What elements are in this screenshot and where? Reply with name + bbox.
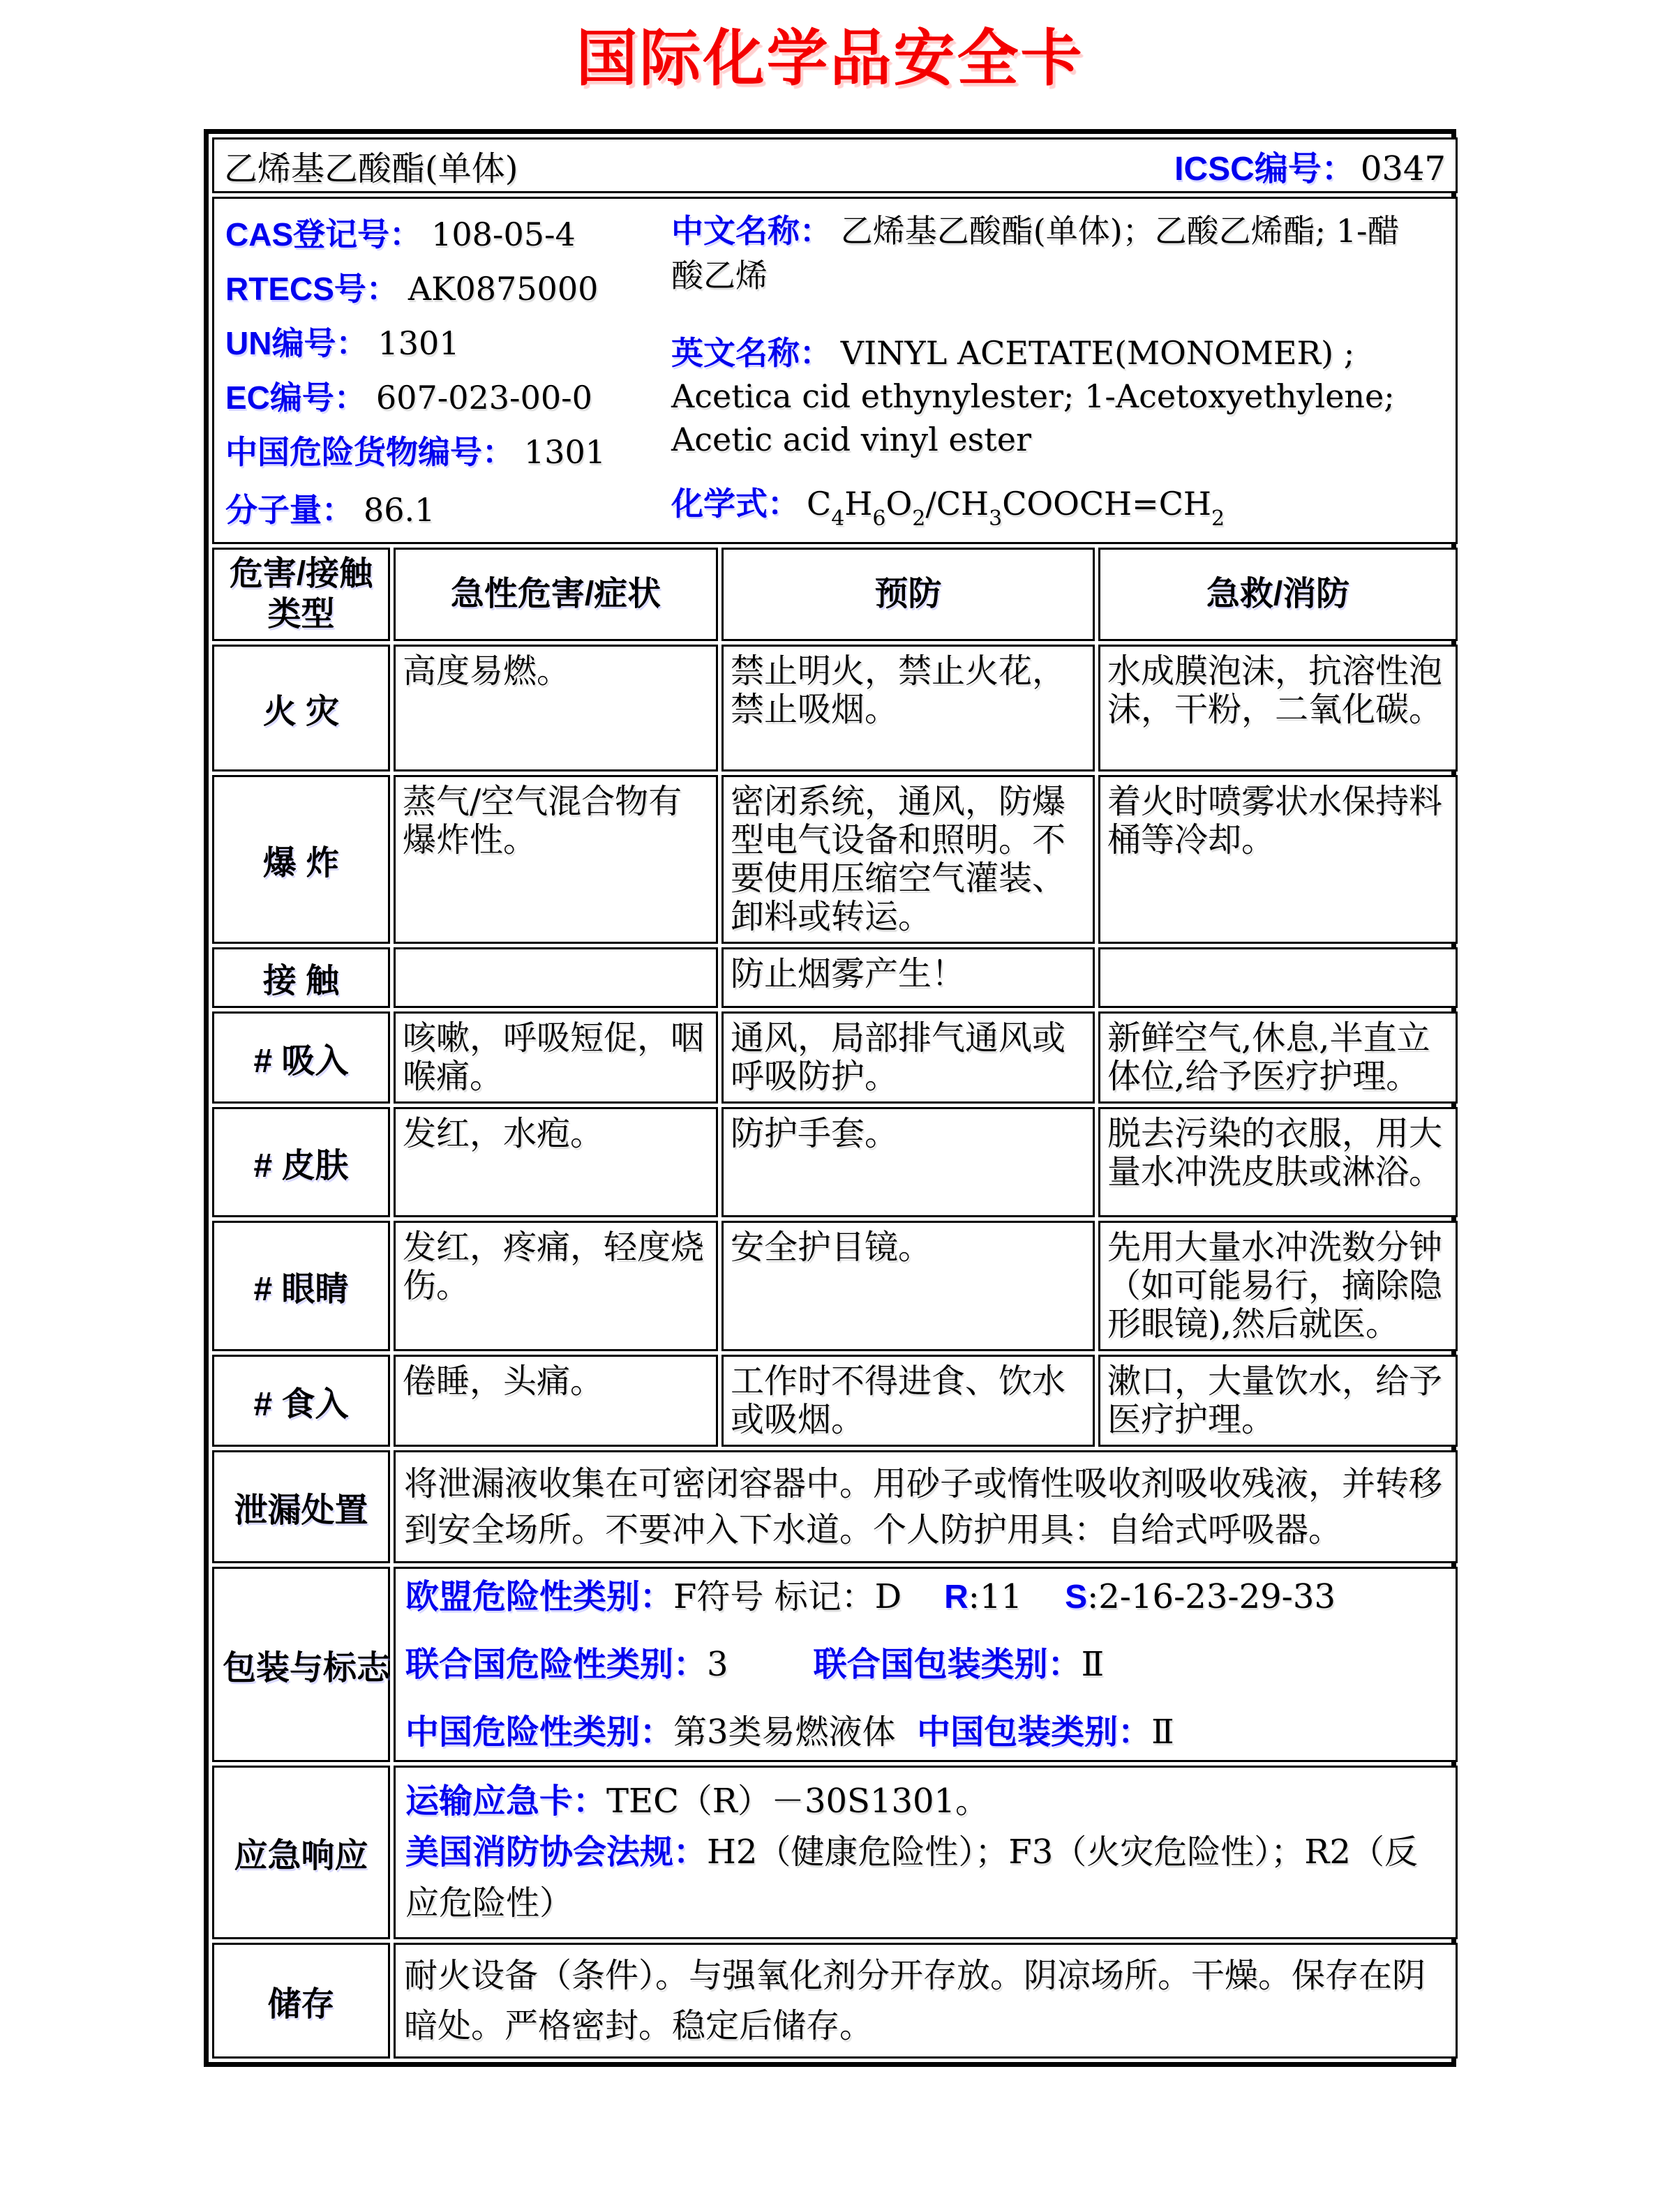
cas-number-line <box>225 207 606 262</box>
card-header-row <box>212 137 1458 193</box>
chemical-names <box>671 209 1418 461</box>
chemical-name: 乙烯基乙酸酯(单体) <box>224 149 518 188</box>
un-number-value: 1301 <box>377 324 460 362</box>
header-acute-symptoms: 急性危害/症状 <box>394 548 718 641</box>
eyes-symptom: 发红，疼痛，轻度烧伤。 <box>394 1221 718 1351</box>
china-hazard-class-line: 中国危险性类别：第3类易燃液体 中国包装类别：Ⅱ <box>405 1712 1174 1752</box>
ingestion-firstaid: 漱口，大量饮水，给予医疗护理。 <box>1098 1355 1458 1447</box>
hazard-row-inhalation <box>212 1011 1458 1104</box>
un-hazard-class-line: 联合国危险性类别：3 联合国包装类别：Ⅱ <box>405 1644 1105 1684</box>
hazard-row-explosion <box>212 775 1458 944</box>
ec-number-label: EC编号： <box>225 379 366 416</box>
row-label-storage: 储存 <box>212 1943 390 2059</box>
formula-value: $C_4H_6O_2/CH_3COOCH=CH_2$ <box>807 485 1225 531</box>
eu-hazard-class-line: 欧盟危险性类别：F符号 标记：D R:11 S:2-16-23-29-33 <box>405 1577 1336 1616</box>
formula-line <box>671 479 1225 531</box>
inhalation-firstaid: 新鲜空气,休息,半直立体位,给予医疗护理。 <box>1098 1011 1458 1104</box>
english-name-block <box>671 331 1418 461</box>
row-label-explosion: 爆 炸 <box>212 775 390 944</box>
row-label-eyes: # 眼睛 <box>212 1221 390 1351</box>
icsc-number-value: 0347 <box>1360 149 1446 188</box>
eyes-prevention: 安全护目镜。 <box>721 1221 1095 1351</box>
hazard-header-row <box>212 548 1458 641</box>
molar-mass-label: 分子量： <box>225 492 354 528</box>
un-number-label: UN编号： <box>225 325 368 361</box>
registry-ids <box>225 207 606 479</box>
hazard-row-contact <box>212 947 1458 1008</box>
skin-prevention: 防护手套。 <box>721 1107 1095 1217</box>
explosion-symptom: 蒸气/空气混合物有爆炸性。 <box>394 775 718 944</box>
molar-mass-value: 86.1 <box>364 491 435 529</box>
ec-number-value: 607-023-00-0 <box>375 379 592 416</box>
icsc-number-label: ICSC编号： <box>1174 150 1355 188</box>
un-number-line <box>225 316 606 370</box>
row-label-contact: 接 触 <box>212 947 390 1008</box>
hazard-row-fire <box>212 645 1458 772</box>
row-label-spill: 泄漏处置 <box>212 1450 390 1563</box>
china-dg-number-value: 1301 <box>524 433 606 471</box>
row-label-ingestion: # 食入 <box>212 1355 390 1447</box>
row-label-fire: 火 灾 <box>212 645 390 772</box>
ec-number-line <box>225 370 606 425</box>
card-header-cell <box>212 137 1458 193</box>
cas-number-value: 108-05-4 <box>431 216 576 253</box>
fire-prevention: 禁止明火，禁止火花，禁止吸烟。 <box>721 645 1095 772</box>
china-dg-number-line <box>225 425 606 479</box>
hazard-row-ingestion <box>212 1355 1458 1447</box>
eyes-firstaid: 先用大量水冲洗数分钟（如可能易行，摘除隐形眼镜),然后就医。 <box>1098 1221 1458 1351</box>
header-firstaid-firefighting: 急救/消防 <box>1098 548 1458 641</box>
ingestion-prevention: 工作时不得进食、饮水或吸烟。 <box>721 1355 1095 1447</box>
english-name-label: 英文名称： <box>671 335 832 371</box>
fire-symptom: 高度易燃。 <box>394 645 718 772</box>
skin-symptom: 发红，水疱。 <box>394 1107 718 1217</box>
fire-firstaid: 水成膜泡沫，抗溶性泡沫，干粉，二氧化碳。 <box>1098 645 1458 772</box>
rtecs-number-value: AK0875000 <box>407 270 599 308</box>
cas-number-label: CAS登记号： <box>225 216 422 253</box>
storage-text: 耐火设备（条件）。与强氧化剂分开存放。阴凉场所。干燥。保存在阴暗处。严格密封。稳定后储存。 <box>394 1943 1458 2059</box>
chinese-name-value: 乙烯基乙酸酯(单体)；乙酸乙烯酯; 1-醋酸乙烯 <box>671 212 1400 294</box>
safety-card-table <box>209 134 1461 2062</box>
hazard-row-eyes <box>212 1221 1458 1351</box>
row-label-packaging: 包装与标志 <box>212 1567 390 1762</box>
chinese-name-block <box>671 209 1418 298</box>
english-name-value: VINYL ACETATE(MONOMER) ; Acetica cid ethynylester; 1-Acetoxyethylene; Acetic acid vinyl ester <box>671 334 1395 458</box>
row-label-emergency: 应急响应 <box>212 1766 390 1939</box>
transport-emergency-card-line: 运输应急卡：TEC（R）－30S1301。 <box>405 1782 989 1821</box>
icsc-number <box>1174 142 1446 190</box>
row-label-inhalation: # 吸入 <box>212 1011 390 1104</box>
contact-firstaid <box>1098 947 1458 1008</box>
header-prevention: 预防 <box>721 548 1095 641</box>
explosion-firstaid: 着火时喷雾状水保持料桶等冷却。 <box>1098 775 1458 944</box>
formula-label: 化学式： <box>671 486 800 522</box>
inhalation-symptom: 咳嗽，呼吸短促，咽喉痛。 <box>394 1011 718 1104</box>
skin-firstaid: 脱去污染的衣服，用大量水冲洗皮肤或淋浴。 <box>1098 1107 1458 1217</box>
header-hazard-type: 危害/接触类型 <box>212 548 390 641</box>
page-title: 国际化学品安全卡 <box>576 24 1084 93</box>
rtecs-number-label: RTECS号： <box>225 271 398 307</box>
hazard-row-skin <box>212 1107 1458 1217</box>
explosion-prevention: 密闭系统，通风，防爆型电气设备和照明。不要使用压缩空气灌装、卸料或转运。 <box>721 775 1095 944</box>
contact-prevention: 防止烟雾产生！ <box>721 947 1095 1008</box>
ingestion-symptom: 倦睡，头痛。 <box>394 1355 718 1447</box>
name-row <box>224 142 1446 190</box>
row-label-skin: # 皮肤 <box>212 1107 390 1217</box>
spill-row <box>212 1450 1458 1563</box>
nfpa-code-line: 美国消防协会法规：H2（健康危险性）；F3（火灾危险性）；R2（反应危险性） <box>405 1833 1418 1923</box>
identity-row <box>212 197 1458 544</box>
spill-text: 将泄漏液收集在可密闭容器中。用砂子或惰性吸收剂吸收残液，并转移到安全场所。不要冲入下水道。个人防护用具：自给式呼吸器。 <box>394 1450 1458 1563</box>
rtecs-number-line <box>225 262 606 316</box>
contact-symptom <box>394 947 718 1008</box>
safety-card <box>204 129 1456 2067</box>
emergency-content <box>394 1766 1458 1939</box>
inhalation-prevention: 通风，局部排气通风或呼吸防护。 <box>721 1011 1095 1104</box>
china-dg-number-label: 中国危险货物编号： <box>225 434 514 470</box>
molar-mass-line <box>225 485 435 531</box>
chinese-name-label: 中文名称： <box>671 213 832 249</box>
identity-cell <box>212 197 1458 544</box>
packaging-content <box>394 1567 1458 1762</box>
emergency-row <box>212 1766 1458 1939</box>
packaging-row <box>212 1567 1458 1762</box>
storage-row <box>212 1943 1458 2059</box>
